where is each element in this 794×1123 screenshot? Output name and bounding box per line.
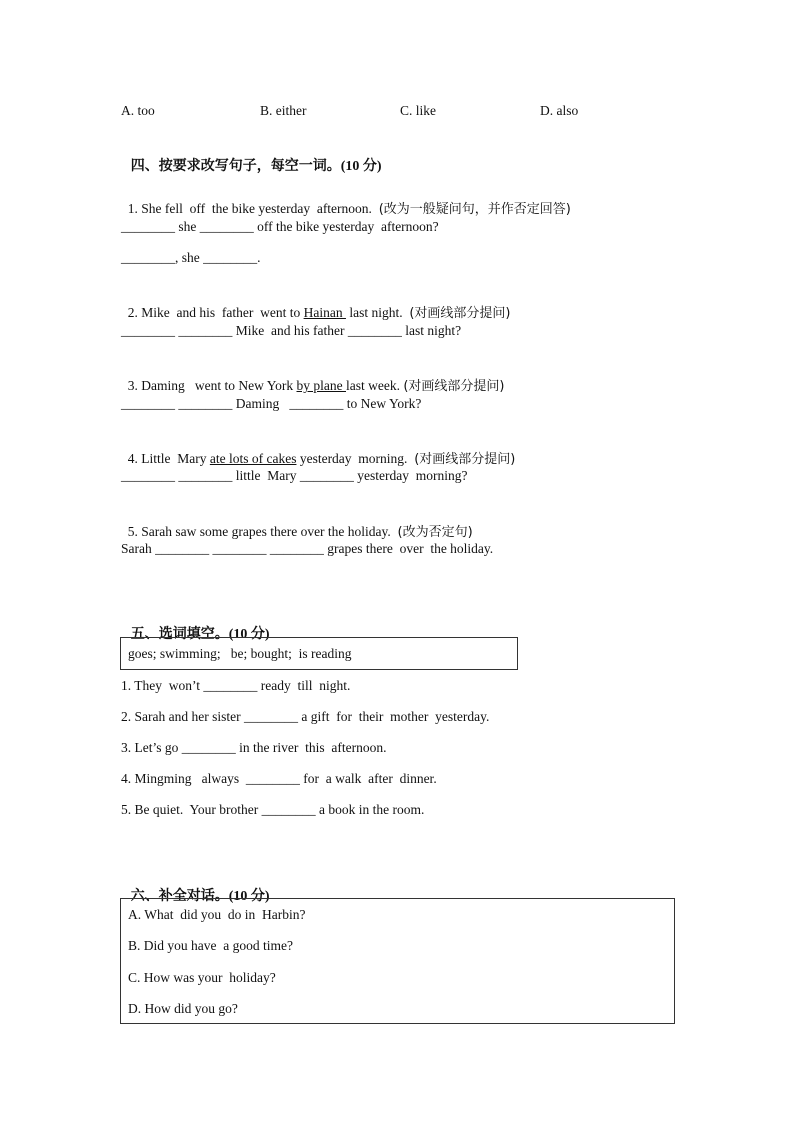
s4-q4 xyxy=(121,432,515,469)
s4-q3-answer: ________ ________ Daming ________ to New York? xyxy=(121,396,422,411)
s5-item-3: 3. Let’s go ________ in the river this afternoon. xyxy=(121,740,387,755)
s4-q5-answer: Sarah ________ ________ ________ grapes there over the holiday. xyxy=(121,541,494,556)
s4-q2 xyxy=(121,286,510,323)
section5-title: 五、选词填空。 xyxy=(130,626,229,642)
s4-q1-answer-1: ________ she ________ off the bike yesterday afternoon? xyxy=(121,219,439,234)
s4-q4-instruction: (对画线部分提问) xyxy=(414,452,516,467)
s4-q5 xyxy=(121,505,473,542)
choice-c: C. How was your holiday? xyxy=(128,970,276,985)
s4-q2-text-end: last night. xyxy=(345,305,410,320)
choice-b: B. Did you have a good time? xyxy=(128,938,293,953)
s4-q4-text: 4. Little Mary xyxy=(127,451,210,466)
s4-q3-underlined: by plane xyxy=(296,378,346,393)
s4-q2-underlined: Hainan xyxy=(303,305,346,320)
choice-d: D. How did you go? xyxy=(128,1001,238,1016)
section5-points: (10 分) xyxy=(228,627,270,642)
word-bank-box xyxy=(120,637,518,670)
option-d: D. also xyxy=(540,103,579,118)
s4-q1 xyxy=(121,182,571,219)
s5-item-2: 2. Sarah and her sister ________ a gift for their mother yesterday. xyxy=(121,709,490,724)
s4-q3-text: 3. Daming went to New York xyxy=(127,378,297,393)
s4-q5-instruction: (改为否定句) xyxy=(397,525,473,540)
s4-q3-text-end: last week. xyxy=(346,378,404,393)
s4-q2-text: 2. Mike and his father went to xyxy=(127,305,304,320)
dialogue-choices-box xyxy=(120,898,675,1024)
s4-q5-text: 5. Sarah saw some grapes there over the holiday. xyxy=(127,524,398,539)
section4-title: 四、按要求改写句子，每空一词。 xyxy=(130,158,341,174)
section4-points: (10 分) xyxy=(340,159,382,174)
s4-q1-text: 1. She fell off the bike yesterday afternoon. xyxy=(127,201,379,216)
option-b: B. either xyxy=(260,103,307,118)
choice-a: A. What did you do in Harbin? xyxy=(128,907,306,922)
s5-item-4: 4. Mingming always ________ for a walk after dinner. xyxy=(121,771,437,786)
s4-q4-text-end: yesterday morning. xyxy=(296,451,415,466)
s4-q4-answer: ________ ________ little Mary ________ yesterday morning? xyxy=(121,468,468,483)
word-bank: goes; swimming; be; bought; is reading xyxy=(128,646,352,661)
option-c: C. like xyxy=(400,103,436,118)
section6-points: (10 分) xyxy=(228,889,270,904)
s4-q2-answer: ________ ________ Mike and his father ________ last night? xyxy=(121,323,462,338)
s4-q3-instruction: (对画线部分提问) xyxy=(403,379,505,394)
s4-q2-instruction: (对画线部分提问) xyxy=(409,306,511,321)
s4-q3 xyxy=(121,359,505,396)
section6-title: 六、补全对话。 xyxy=(130,888,229,904)
option-a: A. too xyxy=(121,103,155,118)
s4-q1-answer-2: ________, she ________. xyxy=(121,250,261,265)
s5-item-5: 5. Be quiet. Your brother ________ a book in the room. xyxy=(121,802,425,817)
s5-item-1: 1. They won’t ________ ready till night. xyxy=(121,678,351,693)
s4-q4-underlined: ate lots of cakes xyxy=(209,451,297,466)
section4-heading xyxy=(121,139,382,176)
s4-q1-instruction: (改为一般疑问句，并作否定回答) xyxy=(378,202,571,217)
